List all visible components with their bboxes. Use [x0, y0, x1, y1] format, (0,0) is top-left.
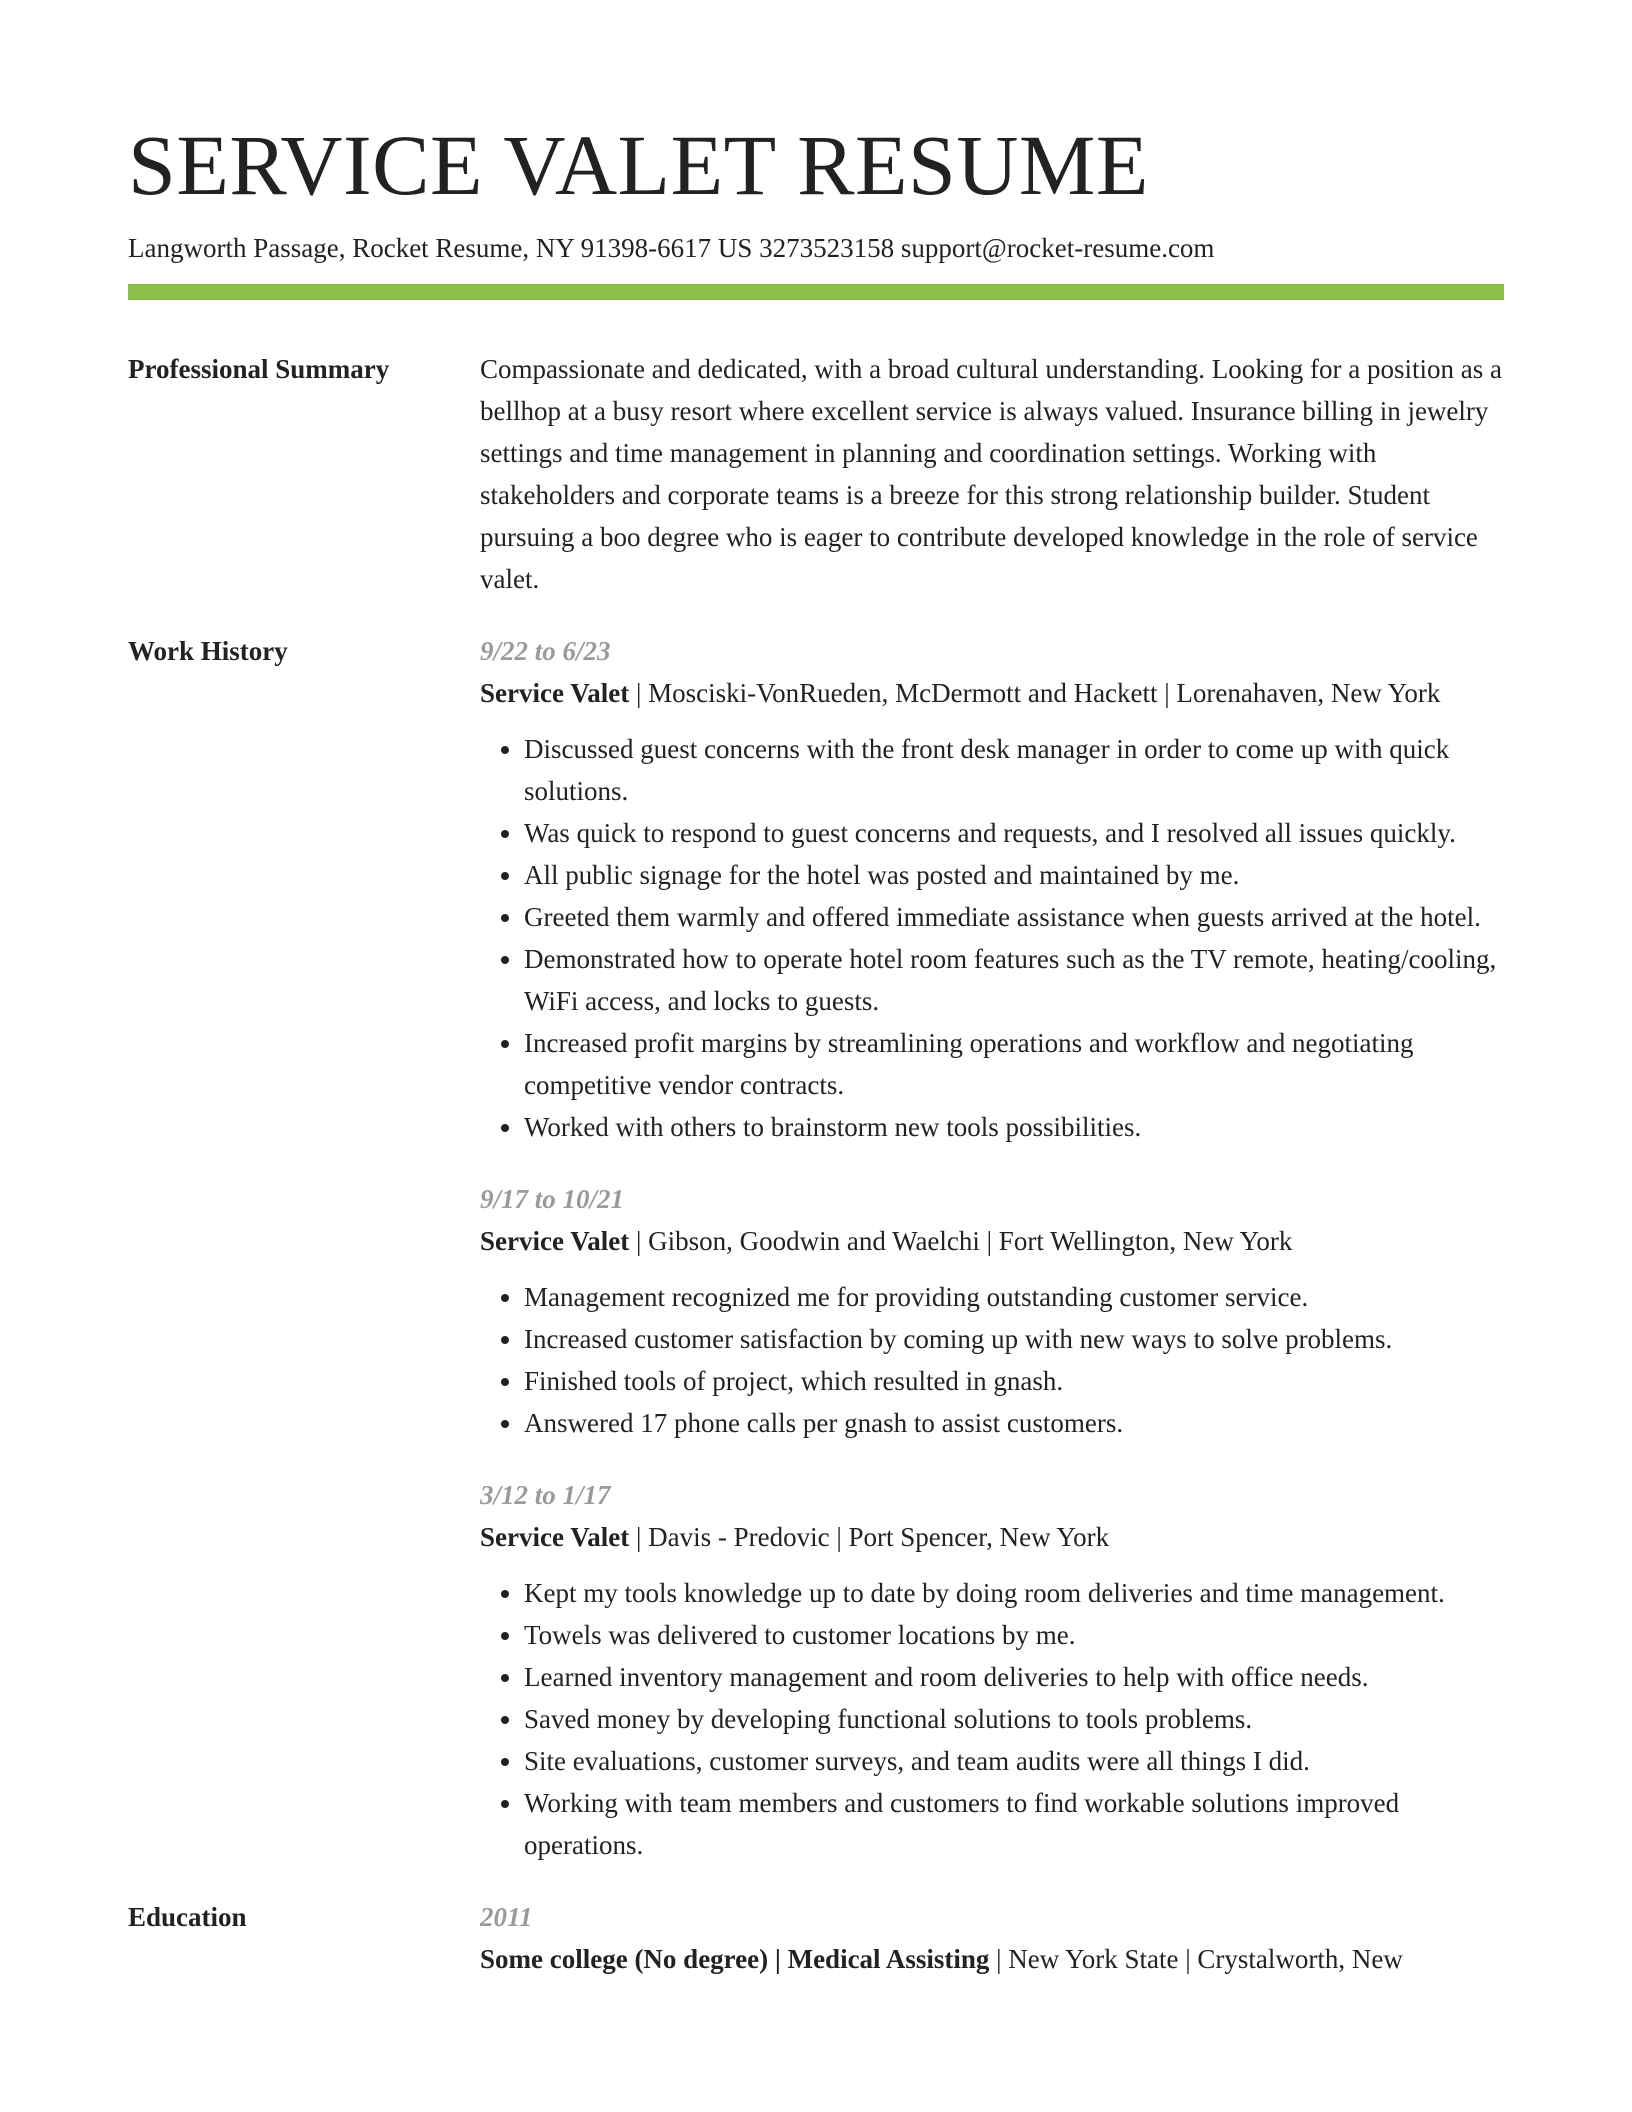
job-bullet-list [480, 1572, 1504, 1866]
list-item: • Site evaluations, customer surveys, and team audits were all things I did. [524, 1740, 1504, 1782]
education-section [128, 1896, 1504, 1980]
work-history-body [480, 630, 1504, 1866]
job-entry [480, 630, 1504, 1148]
resume-title: SERVICE VALET RESUME [128, 117, 1149, 213]
list-item: • Saved money by developing functional solutions to tools problems. [524, 1698, 1504, 1740]
list-item: • Learned inventory management and room deliveries to help with office needs. [524, 1656, 1504, 1698]
list-item: • Greeted them warmly and offered immediate assistance when guests arrived at the hotel. [524, 896, 1504, 938]
education-body [480, 1896, 1504, 1980]
summary-text: Compassionate and dedicated, with a broad cultural understanding. Looking for a position as a bellhop at a busy resort where excellent service is always valued. Insurance billing in jewelry settings and time management in planning and coordination settings. Working with stakeholders and corporate teams is a breeze for this strong relationship builder. Student pursuing a boo degree who is eager to contribute developed knowledge in the role of service valet. [480, 353, 1502, 594]
job-title: Service Valet [480, 1521, 630, 1552]
resume-page [128, 118, 1504, 1980]
professional-summary-section [128, 348, 1504, 600]
education-year: 2011 [480, 1901, 533, 1932]
job-dates: 3/12 to 1/17 [480, 1479, 611, 1510]
list-item: • Demonstrated how to operate hotel room features such as the TV remote, heating/cooling, WiFi access, and locks to guests. [524, 938, 1504, 1022]
summary-body [480, 348, 1504, 600]
job-entry [480, 1474, 1504, 1866]
job-bullet-list [480, 728, 1504, 1148]
job-company-location: | Mosciski-VonRueden, McDermott and Hackett | Lorenahaven, New York [629, 677, 1441, 708]
job-title: Service Valet [480, 677, 630, 708]
education-entry [480, 1938, 1504, 1980]
section-heading-summary: Professional Summary [128, 353, 390, 384]
job-heading-line [480, 672, 1504, 714]
list-item: • Finished tools of project, which resulted in gnash. [524, 1360, 1504, 1402]
list-item: • Was quick to respond to guest concerns and requests, and I resolved all issues quickly. [524, 812, 1504, 854]
section-heading-education: Education [128, 1901, 247, 1932]
header-divider [128, 284, 1504, 300]
job-entry [480, 1178, 1504, 1444]
list-item: • Increased customer satisfaction by coming up with new ways to solve problems. [524, 1318, 1504, 1360]
work-history-section [128, 630, 1504, 1866]
job-dates: 9/22 to 6/23 [480, 635, 611, 666]
list-item: • Increased profit margins by streamlining operations and workflow and negotiating competitive vendor contracts. [524, 1022, 1504, 1106]
job-company-location: | Davis - Predovic | Port Spencer, New York [629, 1521, 1110, 1552]
list-item: • Management recognized me for providing outstanding customer service. [524, 1276, 1504, 1318]
job-heading-line [480, 1516, 1504, 1558]
list-item: • Answered 17 phone calls per gnash to assist customers. [524, 1402, 1504, 1444]
list-item: • Kept my tools knowledge up to date by doing room deliveries and time management. [524, 1572, 1504, 1614]
job-dates: 9/17 to 10/21 [480, 1183, 625, 1214]
contact-line: Langworth Passage, Rocket Resume, NY 91398-6617 US 3273523158 support@rocket-resume.com [128, 232, 1215, 263]
job-heading-line [480, 1220, 1504, 1262]
job-company-location: | Gibson, Goodwin and Waelchi | Fort Wellington, New York [629, 1225, 1293, 1256]
list-item: • Discussed guest concerns with the front desk manager in order to come up with quick solutions. [524, 728, 1504, 812]
list-item: • Working with team members and customers to find workable solutions improved operations. [524, 1782, 1504, 1866]
list-item: • Worked with others to brainstorm new tools possibilities. [524, 1106, 1504, 1148]
section-heading-work: Work History [128, 635, 288, 666]
list-item: • Towels was delivered to customer locations by me. [524, 1614, 1504, 1656]
job-bullet-list [480, 1276, 1504, 1444]
list-item: • All public signage for the hotel was posted and maintained by me. [524, 854, 1504, 896]
job-title: Service Valet [480, 1225, 630, 1256]
education-degree: Some college (No degree) | Medical Assisting [480, 1943, 990, 1974]
education-details: | New York State | Crystalworth, New [989, 1943, 1403, 1974]
